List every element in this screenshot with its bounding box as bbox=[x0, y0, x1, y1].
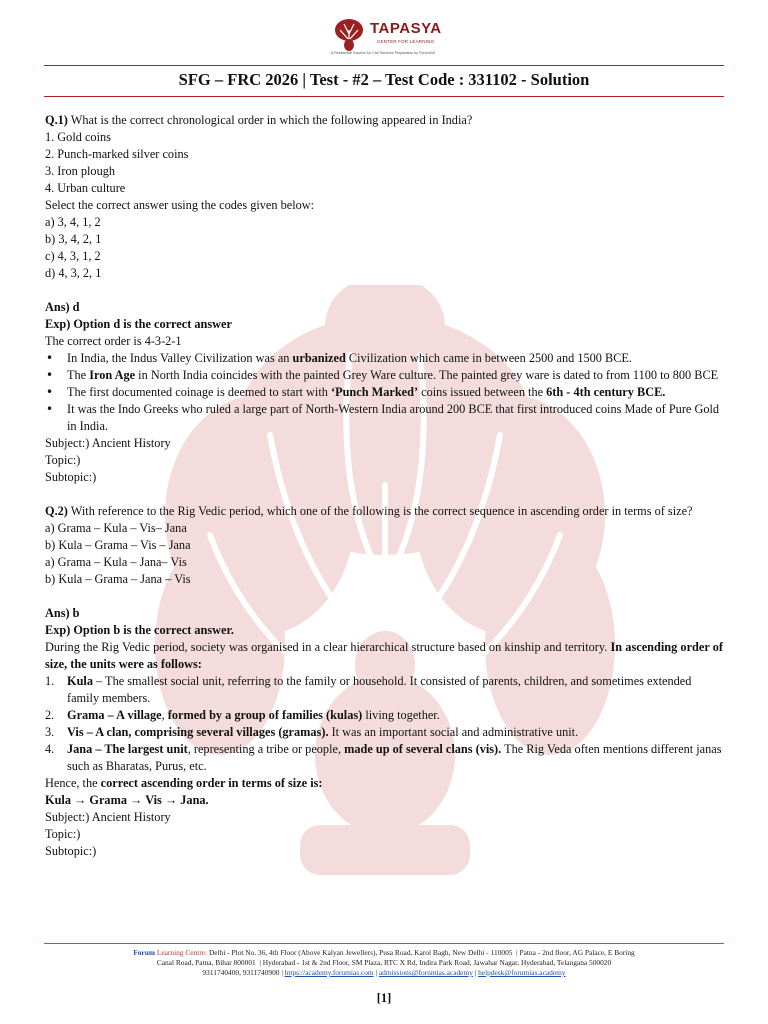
q2-number: Q.2) bbox=[45, 504, 68, 518]
q1-option: a) 3, 4, 1, 2 bbox=[45, 215, 101, 229]
logo-subtitle: CENTER FOR LEARNING bbox=[377, 39, 435, 44]
list-item: 2. Grama – A village, formed by a group of families (kulas) living together. bbox=[45, 708, 440, 722]
page-header bbox=[0, 0, 768, 62]
logo-name: TAPASYA bbox=[370, 20, 442, 37]
list-item: • The Iron Age in North India coincides with the painted Grey Ware culture. The painted grey ware is dated to from 1100 to 800 BCE bbox=[45, 367, 723, 384]
q2-final-order: Kula → Grama → Vis → Jana. bbox=[45, 793, 209, 807]
q1-question bbox=[45, 112, 723, 129]
admissions-email-link[interactable]: admissions@forumias.academy bbox=[378, 968, 473, 977]
page-number: [1] bbox=[376, 991, 392, 1005]
q1-answer: Ans) d bbox=[45, 300, 80, 314]
q1-option: b) 3, 4, 2, 1 bbox=[45, 232, 102, 246]
list-item: • It was the Indo Greeks who ruled a large part of North-Western India around 200 BCE that first introduced coins Made of Pure Gold in India. bbox=[45, 401, 723, 435]
tree-logo-icon bbox=[330, 18, 368, 52]
academy-link[interactable]: https://academy.forumias.com bbox=[284, 968, 374, 977]
q1-item: 4. Urban culture bbox=[45, 181, 126, 195]
q2-option: b) Kula – Grama – Jana – Vis bbox=[45, 572, 191, 586]
q1-number: Q.1) bbox=[45, 113, 68, 127]
q1-instruction: Select the correct answer using the codes given below: bbox=[45, 198, 315, 212]
list-item: • In India, the Indus Valley Civilization was an urbanized Civilization which came in between 2500 and 1500 BCE. bbox=[45, 350, 723, 367]
helpdesk-email-link[interactable]: helpdesk@forumias.academy bbox=[478, 968, 566, 977]
q2-intro: During the Rig Vedic period, society was organised in a clear hierarchical structure based on kinship and territory. In ascending order of size, the units were as follows: bbox=[45, 640, 723, 671]
list-item: 4. Jana – The largest unit, representing a tribe or people, made up of several clans (vis). The Rig Veda often mentions different janas such as Bharatas, Purus, etc. bbox=[45, 742, 722, 773]
q1-explanation-heading: Exp) Option d is the correct answer bbox=[45, 317, 232, 331]
list-item: 1. Kula – The smallest social unit, referring to the family or household. It consisted of parents, children, and sometimes extended family members. bbox=[45, 674, 692, 705]
header-rule-bottom bbox=[44, 96, 724, 97]
document-body bbox=[45, 112, 723, 860]
q2-topic: Topic:) bbox=[45, 827, 81, 841]
footer-address-line-1: Forum Learning Centre: Delhi - Plot No. 36, 4th Floor (Above Kalyan Jewellers), Pusa Road, Karol Bagh, New Delhi - 110005 | Patna - 2nd floor, AG Palace, E Boring bbox=[133, 948, 635, 957]
q1-topic: Topic:) bbox=[45, 453, 81, 467]
header-rule-top bbox=[44, 65, 724, 66]
page-title: SFG – FRC 2026 | Test - #2 – Test Code : 331102 - Solution bbox=[178, 70, 590, 89]
q1-text: What is the correct chronological order in which the following appeared in India? bbox=[67, 113, 473, 127]
q2-option: a) Grama – Kula – Jana– Vis bbox=[45, 555, 187, 569]
q2-option: a) Grama – Kula – Vis– Jana bbox=[45, 521, 187, 535]
q2-conclusion: Hence, the correct ascending order in terms of size is: bbox=[45, 776, 323, 790]
q2-question bbox=[45, 503, 723, 520]
q2-answer: Ans) b bbox=[45, 606, 80, 620]
q1-item: 2. Punch-marked silver coins bbox=[45, 147, 189, 161]
tapasya-logo bbox=[330, 18, 450, 58]
footer-phones: 9311740400, 9311740900 | bbox=[202, 968, 285, 977]
q1-correct-order: The correct order is 4-3-2-1 bbox=[45, 334, 182, 348]
q2-units-list bbox=[45, 673, 723, 775]
q2-subtopic: Subtopic:) bbox=[45, 844, 97, 858]
list-item: • The first documented coinage is deemed to start with ‘Punch Marked’ coins issued between the 6th - 4th century BCE. bbox=[45, 384, 723, 401]
q2-subject: Subject:) Ancient History bbox=[45, 810, 171, 824]
q2-option: b) Kula – Grama – Vis – Jana bbox=[45, 538, 191, 552]
logo-tagline: A Residential Solution for Civil Services Preparation by ForumIAS bbox=[331, 51, 436, 55]
q1-item: 3. Iron plough bbox=[45, 164, 116, 178]
q1-subtopic: Subtopic:) bbox=[45, 470, 97, 484]
footer-contact-line: 9311740400, 9311740900 | https://academy.forumias.com | admissions@forumias.academy | helpdesk@forumias.academy bbox=[202, 968, 566, 977]
q2-explanation-heading: Exp) Option b is the correct answer. bbox=[45, 623, 234, 637]
footer-address-line-2: Canal Road, Patna, Bihar 800001 | Hyderabad - 1st & 2nd Floor, SM Plaza, RTC X Rd, Indira Park Road, Jawahar Nagar, Hyderabad, Telangana 500020 bbox=[156, 958, 612, 967]
list-item: 3. Vis – A clan, comprising several villages (gramas). It was an important social and administrative unit. bbox=[45, 725, 579, 739]
page-footer bbox=[44, 948, 724, 978]
footer-rule bbox=[44, 943, 724, 944]
q1-subject: Subject:) Ancient History bbox=[45, 436, 171, 450]
q1-option: c) 4, 3, 1, 2 bbox=[45, 249, 101, 263]
q2-text: With reference to the Rig Vedic period, which one of the following is the correct sequence in ascending order in terms of size? bbox=[67, 504, 693, 518]
q1-item: 1. Gold coins bbox=[45, 130, 111, 144]
q1-explanation-list bbox=[45, 350, 723, 435]
q1-option: d) 4, 3, 2, 1 bbox=[45, 266, 102, 280]
